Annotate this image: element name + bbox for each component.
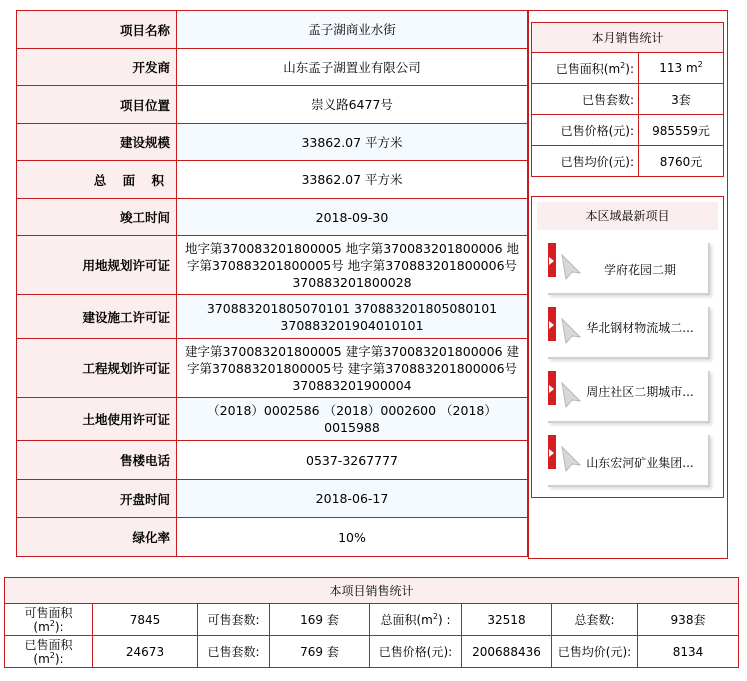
label-build-scale: 建设规模 — [17, 124, 177, 161]
value-engineering-planning-permit: 建字第370083201800005 建字第370083201800006 建字第370883201800005号 建字第370883201800006号 370883201900004 — [177, 339, 528, 398]
value-sales-phone: 0537-3267777 — [177, 441, 528, 480]
latest-projects-title: 本区域最新项目 — [537, 202, 718, 230]
monthly-sold-units-label: 已售套数: — [532, 84, 639, 115]
monthly-avg-price-row — [532, 146, 724, 177]
latest-project-card[interactable] — [548, 371, 710, 423]
avg-price-value: 8134 — [638, 636, 739, 668]
avail-units-label: 可售套数: — [198, 604, 270, 636]
stats-row-sold — [5, 636, 739, 668]
latest-project-card[interactable] — [548, 435, 710, 487]
latest-project-link[interactable]: 学府花园二期 — [603, 263, 676, 277]
monthly-sold-units-value: 3套 — [639, 84, 724, 115]
sold-price-value: 200688436 — [462, 636, 552, 668]
row-engineering-planning-permit — [17, 339, 528, 398]
row-green-rate — [17, 518, 528, 557]
monthly-sales-title: 本月销售统计 — [532, 23, 724, 53]
value-green-rate: 10% — [177, 518, 528, 557]
value-project-name: 孟子湖商业水街 — [177, 11, 528, 49]
label-completion-date: 竣工时间 — [17, 199, 177, 236]
value-developer: 山东孟子湖置业有限公司 — [177, 49, 528, 86]
avail-area-value: 7845 — [93, 604, 198, 636]
monthly-sold-units-row — [532, 84, 724, 115]
row-land-planning-permit — [17, 236, 528, 295]
red-flag-icon — [548, 307, 556, 341]
label-land-use-permit: 土地使用许可证 — [17, 398, 177, 441]
value-construction-permit: 370883201805070101 370883201805080101 370883201904010101 — [177, 295, 528, 339]
row-location — [17, 86, 528, 124]
latest-project-link[interactable]: 华北钢材物流城二... — [586, 321, 694, 335]
value-completion-date: 2018-09-30 — [177, 199, 528, 236]
red-flag-icon — [548, 243, 556, 277]
label-total-area: 总 面 积 — [17, 161, 177, 199]
monthly-avg-price-label: 已售均价(元): — [532, 146, 639, 177]
sold-area-value: 24673 — [93, 636, 198, 668]
avail-units-value: 169 套 — [270, 604, 370, 636]
value-land-use-permit: （2018）0002586 （2018）0002600 （2018）0015988 — [177, 398, 528, 441]
row-developer — [17, 49, 528, 86]
row-completion-date — [17, 199, 528, 236]
avg-price-label: 已售均价(元): — [552, 636, 638, 668]
label-engineering-planning-permit: 工程规划许可证 — [17, 339, 177, 398]
latest-project-card[interactable] — [548, 307, 710, 359]
sold-area-label: 已售面积 $(m^2)$: — [5, 636, 93, 668]
sold-units-value: 769 套 — [270, 636, 370, 668]
label-project-name: 项目名称 — [17, 11, 177, 49]
monthly-sold-price-value: 985559元 — [639, 115, 724, 146]
monthly-sold-price-label: 已售价格(元): — [532, 115, 639, 146]
row-build-scale — [17, 124, 528, 161]
project-sales-stats — [4, 577, 739, 668]
label-green-rate: 绿化率 — [17, 518, 177, 557]
monthly-sold-area-label: 已售面积$(m^2)$: — [532, 53, 639, 84]
row-land-use-permit — [17, 398, 528, 441]
sold-price-label: 已售价格(元): — [370, 636, 462, 668]
label-sales-phone: 售楼电话 — [17, 441, 177, 480]
total-units-label: 总套数: — [552, 604, 638, 636]
project-sales-title: 本项目销售统计 — [5, 578, 739, 604]
monthly-sold-area-row — [532, 53, 724, 84]
row-total-area — [17, 161, 528, 199]
row-opening-date — [17, 480, 528, 518]
latest-project-link[interactable]: 周庄社区二期城市... — [586, 385, 694, 399]
latest-project-link[interactable]: 山东宏河矿业集团... — [586, 456, 694, 470]
value-opening-date: 2018-06-17 — [177, 480, 528, 518]
value-land-planning-permit: 地字第370083201800005 地字第370083201800006 地字第370883201800005号 地字第370883201800006号 370883201800028 — [177, 236, 528, 295]
row-sales-phone — [17, 441, 528, 480]
sold-units-label: 已售套数: — [198, 636, 270, 668]
row-construction-permit — [17, 295, 528, 339]
label-land-planning-permit: 用地规划许可证 — [17, 236, 177, 295]
total-units-value: 938套 — [638, 604, 739, 636]
row-project-name — [17, 11, 528, 49]
monthly-sold-price-row — [532, 115, 724, 146]
red-flag-icon — [548, 371, 556, 405]
monthly-avg-price-value: 8760元 — [639, 146, 724, 177]
label-developer: 开发商 — [17, 49, 177, 86]
label-location: 项目位置 — [17, 86, 177, 124]
stats-row-available — [5, 604, 739, 636]
total-area-value: 32518 — [462, 604, 552, 636]
avail-area-label: 可售面积 $(m^2)$: — [5, 604, 93, 636]
monthly-sales-stats — [531, 22, 724, 177]
latest-project-card[interactable] — [548, 243, 710, 295]
value-total-area: 33862.07 平方米 — [177, 161, 528, 199]
value-build-scale: 33862.07 平方米 — [177, 124, 528, 161]
monthly-sold-area-value: 113 $m^2$ — [639, 53, 724, 84]
label-construction-permit: 建设施工许可证 — [17, 295, 177, 339]
total-area-label: 总面积$(m^2)$ : — [370, 604, 462, 636]
value-location: 崇义路6477号 — [177, 86, 528, 124]
project-info-table — [16, 10, 528, 557]
latest-projects-panel — [531, 196, 724, 498]
red-flag-icon — [548, 435, 556, 469]
label-opening-date: 开盘时间 — [17, 480, 177, 518]
